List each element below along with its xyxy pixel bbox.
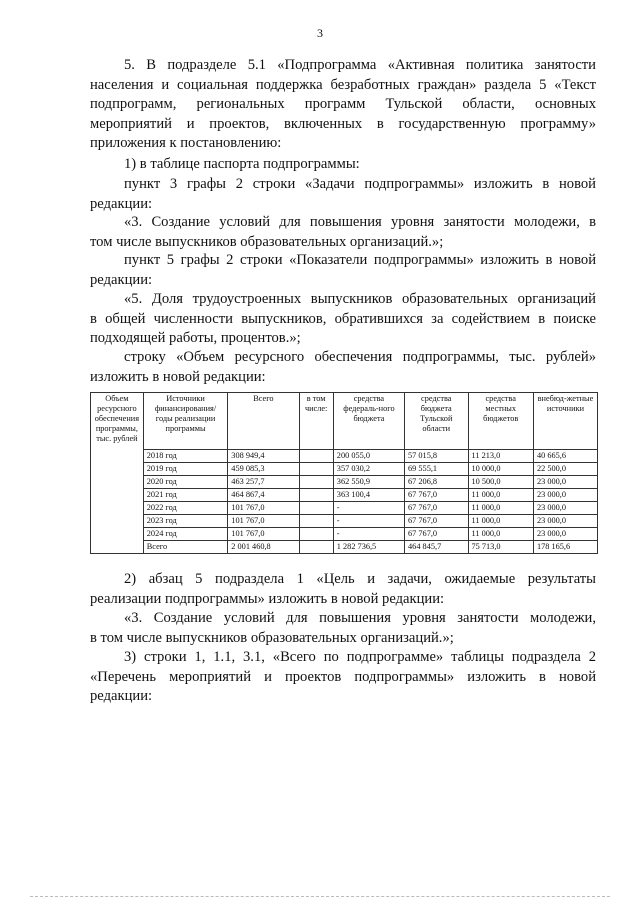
- table-cell: -: [333, 502, 404, 515]
- table-cell: 101 767,0: [228, 528, 299, 541]
- table-cell: 101 767,0: [228, 515, 299, 528]
- table-cell: 101 767,0: [228, 502, 299, 515]
- table-row: [91, 450, 598, 463]
- table-cell: 1 282 736,5: [333, 541, 404, 554]
- table-row: [91, 541, 598, 554]
- paragraph-line: «Перечень мероприятий и проектов подпрограммы» изложить в новой: [90, 668, 596, 685]
- paragraph-line: 1) в таблице паспорта подпрограммы:: [124, 156, 360, 172]
- table-cell: 23 000,0: [533, 502, 597, 515]
- table-cell: 40 665,6: [533, 450, 597, 463]
- paragraph-line: «3. Создание условий для повышения уровня занятости молодежи, в: [124, 214, 596, 230]
- table-header-cell: средства федераль-ного бюджета: [333, 393, 404, 450]
- paragraph-6: [90, 290, 596, 349]
- table-cell: 11 213,0: [468, 450, 533, 463]
- table-row: [91, 515, 598, 528]
- paragraph-line: подходящей работы, процентов.»;: [90, 330, 301, 347]
- table-cell: [299, 476, 333, 489]
- paragraph-9: [90, 609, 596, 648]
- page-number: 3: [317, 26, 323, 40]
- paragraph-3: [90, 175, 596, 214]
- table-header-cell: средства бюджета Тульской области: [405, 393, 468, 450]
- paragraph-line: в том числе выпускников образовательных организаций.»;: [90, 629, 454, 646]
- table-cell: 69 555,1: [405, 463, 468, 476]
- table-cell: 308 949,4: [228, 450, 299, 463]
- paragraph-line: редакции:: [90, 195, 153, 212]
- table-header-cell: Источники финансирования/ годы реализации программы: [143, 393, 228, 450]
- paragraph-line: редакции:: [90, 271, 153, 288]
- paragraph-2: [90, 155, 596, 175]
- table-cell: 2024 год: [143, 528, 228, 541]
- table-cell: [299, 528, 333, 541]
- paragraph-line: «3. Создание условий для повышения уровня занятости молодежи,: [124, 610, 596, 626]
- table-cell: 200 055,0: [333, 450, 404, 463]
- table-cell: 67 767,0: [405, 489, 468, 502]
- table-cell: [299, 502, 333, 515]
- paragraph-line: в общей численности выпускников, обратившихся за содействием в поиске: [90, 310, 596, 327]
- paragraph-line: реализации подпрограммы» изложить в новой редакции:: [90, 590, 445, 607]
- table-row: [91, 476, 598, 489]
- table-cell: [299, 515, 333, 528]
- table-cell: 463 257,7: [228, 476, 299, 489]
- paragraph-1: [90, 56, 596, 154]
- table-header-cell: внебюд-жетные источники: [533, 393, 597, 450]
- scan-edge-divider: [30, 896, 610, 897]
- table-cell: [299, 450, 333, 463]
- paragraph-line: строку «Объем ресурсного обеспечения подпрограммы, тыс. рублей»: [124, 349, 596, 365]
- table-cell: 23 000,0: [533, 489, 597, 502]
- table-cell: [299, 541, 333, 554]
- table-cell: 2022 год: [143, 502, 228, 515]
- table-cell: 464 845,7: [405, 541, 468, 554]
- table-cell: 2 001 460,8: [228, 541, 299, 554]
- paragraph-line: приложения к постановлению:: [90, 135, 282, 152]
- paragraph-5: [90, 251, 596, 290]
- paragraph-line: редакции:: [90, 688, 153, 705]
- table-cell: 11 000,0: [468, 515, 533, 528]
- table-cell: 2018 год: [143, 450, 228, 463]
- table-cell: -: [333, 528, 404, 541]
- table-cell: 23 000,0: [533, 528, 597, 541]
- table-cell: 357 030,2: [333, 463, 404, 476]
- paragraph-line: пункт 5 графы 2 строки «Показатели подпрограммы» изложить в новой: [124, 252, 596, 268]
- table-cell: Всего: [143, 541, 228, 554]
- table-header-cell: Всего: [228, 393, 299, 450]
- table-cell: -: [333, 515, 404, 528]
- table-cell: 67 206,8: [405, 476, 468, 489]
- paragraph-line: «5. Доля трудоустроенных выпускников образовательных организаций: [124, 291, 596, 307]
- table-row: [91, 528, 598, 541]
- table-cell: 67 767,0: [405, 528, 468, 541]
- table-cell: 10 000,0: [468, 463, 533, 476]
- table-cell: 2019 год: [143, 463, 228, 476]
- table-cell: 67 767,0: [405, 515, 468, 528]
- table-row: [91, 489, 598, 502]
- table-cell: [299, 463, 333, 476]
- paragraph-10: [90, 648, 596, 707]
- table-cell: 67 767,0: [405, 502, 468, 515]
- paragraph-line: подпрограмм, региональных программ Тульской области, основных: [90, 96, 596, 113]
- table-cell: 464 867,4: [228, 489, 299, 502]
- paragraph-line: мероприятий и проектов, включенных в государственную программу»: [90, 115, 596, 132]
- table-cell: 23 000,0: [533, 476, 597, 489]
- table-cell: 22 500,0: [533, 463, 597, 476]
- paragraph-line: населения и социальная поддержка безработных граждан» раздела 5 «Текст: [90, 76, 596, 93]
- table-cell: 362 550,9: [333, 476, 404, 489]
- resource-table: [90, 392, 598, 554]
- table-row-label: Объем ресурсного обеспечения программы, тыс. рублей: [91, 393, 144, 554]
- table-cell: 2020 год: [143, 476, 228, 489]
- table-cell: 2021 год: [143, 489, 228, 502]
- paragraph-line: 3) строки 1, 1.1, 3.1, «Всего по подпрограмме» таблицы подраздела 2: [124, 649, 596, 665]
- table-cell: 75 713,0: [468, 541, 533, 554]
- paragraph-line: изложить в новой редакции:: [90, 368, 266, 385]
- table-cell: 23 000,0: [533, 515, 597, 528]
- paragraph-7: [90, 348, 596, 387]
- table-cell: 2023 год: [143, 515, 228, 528]
- paragraph-8: [90, 570, 596, 609]
- table-cell: [299, 489, 333, 502]
- table-cell: 11 000,0: [468, 528, 533, 541]
- paragraph-line: 2) абзац 5 подраздела 1 «Цель и задачи, ожидаемые результаты: [124, 571, 596, 587]
- table-row: [91, 502, 598, 515]
- table-cell: 363 100,4: [333, 489, 404, 502]
- table-header-cell: в том числе:: [299, 393, 333, 450]
- paragraph-line: 5. В подразделе 5.1 «Подпрограмма «Активная политика занятости: [124, 57, 596, 73]
- table-cell: 459 085,3: [228, 463, 299, 476]
- table-cell: 178 165,6: [533, 541, 597, 554]
- table-cell: 10 500,0: [468, 476, 533, 489]
- table-header-cell: средства местных бюджетов: [468, 393, 533, 450]
- paragraph-4: [90, 213, 596, 252]
- table-row: [91, 463, 598, 476]
- paragraph-line: пункт 3 графы 2 строки «Задачи подпрограммы» изложить в новой: [124, 176, 596, 192]
- table-cell: 11 000,0: [468, 489, 533, 502]
- paragraph-line: том числе выпускников образовательных организаций.»;: [90, 233, 444, 250]
- table-cell: 11 000,0: [468, 502, 533, 515]
- table-cell: 57 015,8: [405, 450, 468, 463]
